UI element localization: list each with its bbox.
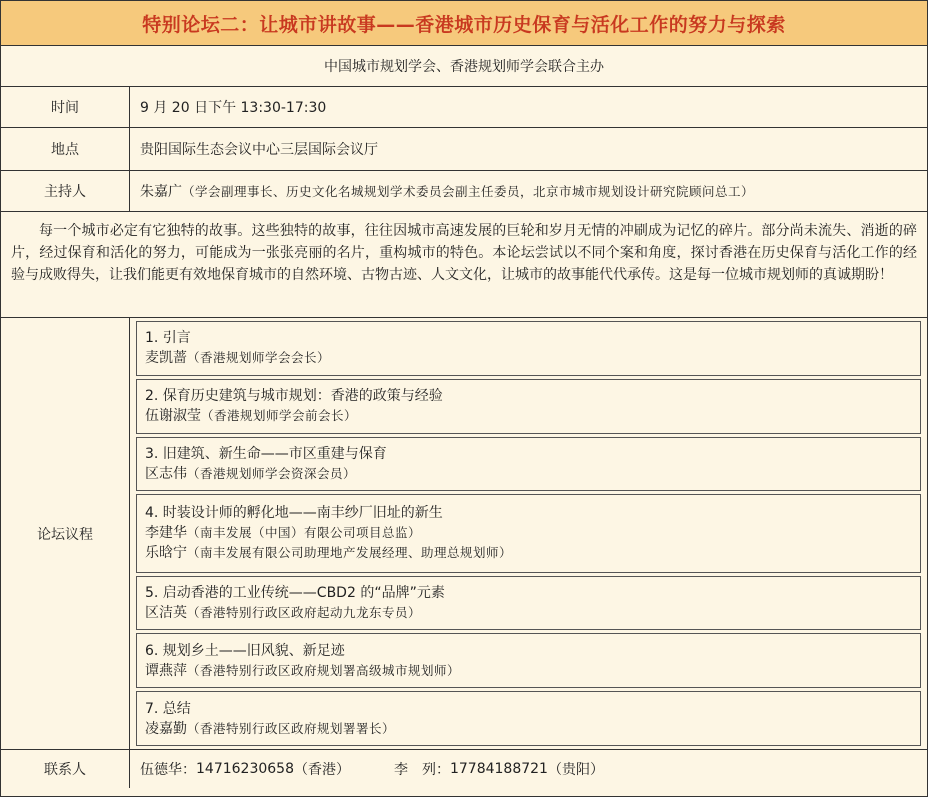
contact-name: 李 列 bbox=[393, 762, 436, 778]
agenda-speaker bbox=[145, 661, 912, 681]
speaker-name: 凌嘉勤 bbox=[145, 720, 187, 737]
speaker-role: （香港特别行政区政府规划署高级城市规划师） bbox=[187, 662, 461, 678]
forum-title: 特别论坛二：让城市讲故事——香港城市历史保育与活化工作的努力与探索 bbox=[1, 1, 927, 46]
speaker-role: （南丰发展有限公司助理地产发展经理、助理总规划师） bbox=[187, 545, 513, 561]
agenda-speaker bbox=[145, 603, 912, 623]
agenda-speaker bbox=[145, 406, 912, 426]
agenda-item-title: 4. 时装设计师的孵化地——南丰纱厂旧址的新生 bbox=[145, 505, 443, 522]
agenda-row bbox=[1, 318, 927, 750]
speaker-name: 麦凯蔷 bbox=[145, 350, 187, 367]
contact-row bbox=[1, 750, 927, 788]
agenda-item-title: 1. 引言 bbox=[145, 330, 191, 347]
agenda-item bbox=[136, 576, 921, 631]
speaker-name: 区志伟 bbox=[145, 465, 187, 482]
agenda-speaker bbox=[145, 464, 912, 484]
contact-place: （香港） bbox=[293, 762, 350, 778]
speaker-name: 伍谢淑莹 bbox=[145, 408, 201, 425]
agenda-item-title: 7. 总结 bbox=[145, 700, 191, 717]
agenda-item-title: 2. 保育历史建筑与城市规划：香港的政策与经验 bbox=[145, 388, 443, 405]
agenda-item bbox=[136, 494, 921, 572]
agenda-speaker bbox=[145, 348, 912, 368]
speaker-role: （香港规划师学会资深会员） bbox=[187, 465, 357, 481]
speaker-role: （香港特别行政区政府起动九龙东专员） bbox=[187, 604, 422, 620]
time-row bbox=[1, 87, 927, 128]
host-value bbox=[130, 171, 927, 211]
host-label: 主持人 bbox=[1, 171, 130, 211]
agenda-speaker bbox=[145, 719, 912, 739]
venue-label: 地点 bbox=[1, 128, 130, 170]
agenda-list bbox=[130, 318, 927, 749]
forum-introduction: 每一个城市必定有它独特的故事。这些独特的故事，往往因城市高速发展的巨轮和岁月无情的冲刷成为记忆的碎片。部分尚未流失、消逝的碎片，经过保育和活化的努力，可能成为一张张亮丽的名片，重构城市的特色。本论坛尝试以不同个案和角度，探讨香港在历史保育与活化工作的经验与成败得失，让我们能更有效地保育城市的自然环境、古物古迹、人文文化，让城市的故事能代代承传。这是每一位城市规划师的真诚期盼！ bbox=[1, 212, 927, 318]
contact-label: 联系人 bbox=[1, 750, 130, 788]
agenda-item bbox=[136, 691, 921, 746]
time-value: 9 月 20 日下午 13:30-17:30 bbox=[140, 100, 327, 116]
contact-name: 伍德华 bbox=[140, 762, 182, 778]
contact-place: （贵阳） bbox=[547, 762, 604, 778]
venue-value: 贵阳国际生态会议中心三层国际会议厅 bbox=[140, 142, 378, 158]
speaker-name: 区洁英 bbox=[145, 604, 187, 621]
speaker-name: 乐晗宁 bbox=[145, 545, 187, 562]
contact-phone: 14716230658 bbox=[196, 761, 294, 777]
agenda-item bbox=[136, 379, 921, 434]
contact-phone: 17784188721 bbox=[449, 761, 548, 777]
agenda-item-title: 6. 规划乡土——旧风貌、新足迹 bbox=[145, 642, 345, 659]
organizer-line: 中国城市规划学会、香港规划师学会联合主办 bbox=[1, 46, 927, 87]
agenda-item bbox=[136, 321, 921, 376]
speaker-name: 谭燕萍 bbox=[145, 662, 187, 679]
host-name: 朱嘉广 bbox=[140, 184, 182, 200]
contact-value: 伍德华 ： 14716230658 （香港） 李 列 ： 17784188721 （贵阳） bbox=[140, 761, 604, 778]
agenda-speaker bbox=[145, 523, 912, 543]
host-row bbox=[1, 171, 927, 212]
speaker-role: （香港规划师学会会长） bbox=[187, 350, 331, 366]
agenda-item-title: 5. 启动香港的工业传统——CBD2 的“品牌”元素 bbox=[145, 584, 445, 601]
speaker-role: （香港规划师学会前会长） bbox=[201, 408, 358, 424]
speaker-name: 李建华 bbox=[145, 525, 187, 542]
venue-row bbox=[1, 128, 927, 171]
agenda-label: 论坛议程 bbox=[1, 318, 130, 749]
host-role: （学会副理事长、历史文化名城规划学术委员会副主任委员，北京市城市规划设计研究院顾问总工） bbox=[182, 184, 755, 199]
speaker-role: （南丰发展（中国）有限公司项目总监） bbox=[187, 525, 422, 541]
time-label: 时间 bbox=[1, 87, 130, 127]
agenda-item bbox=[136, 633, 921, 688]
agenda-speaker bbox=[145, 543, 912, 563]
speaker-role: （香港特别行政区政府规划署署长） bbox=[187, 720, 396, 736]
agenda-item-title: 3. 旧建筑、新生命——市区重建与保育 bbox=[145, 445, 387, 462]
agenda-item bbox=[136, 437, 921, 492]
